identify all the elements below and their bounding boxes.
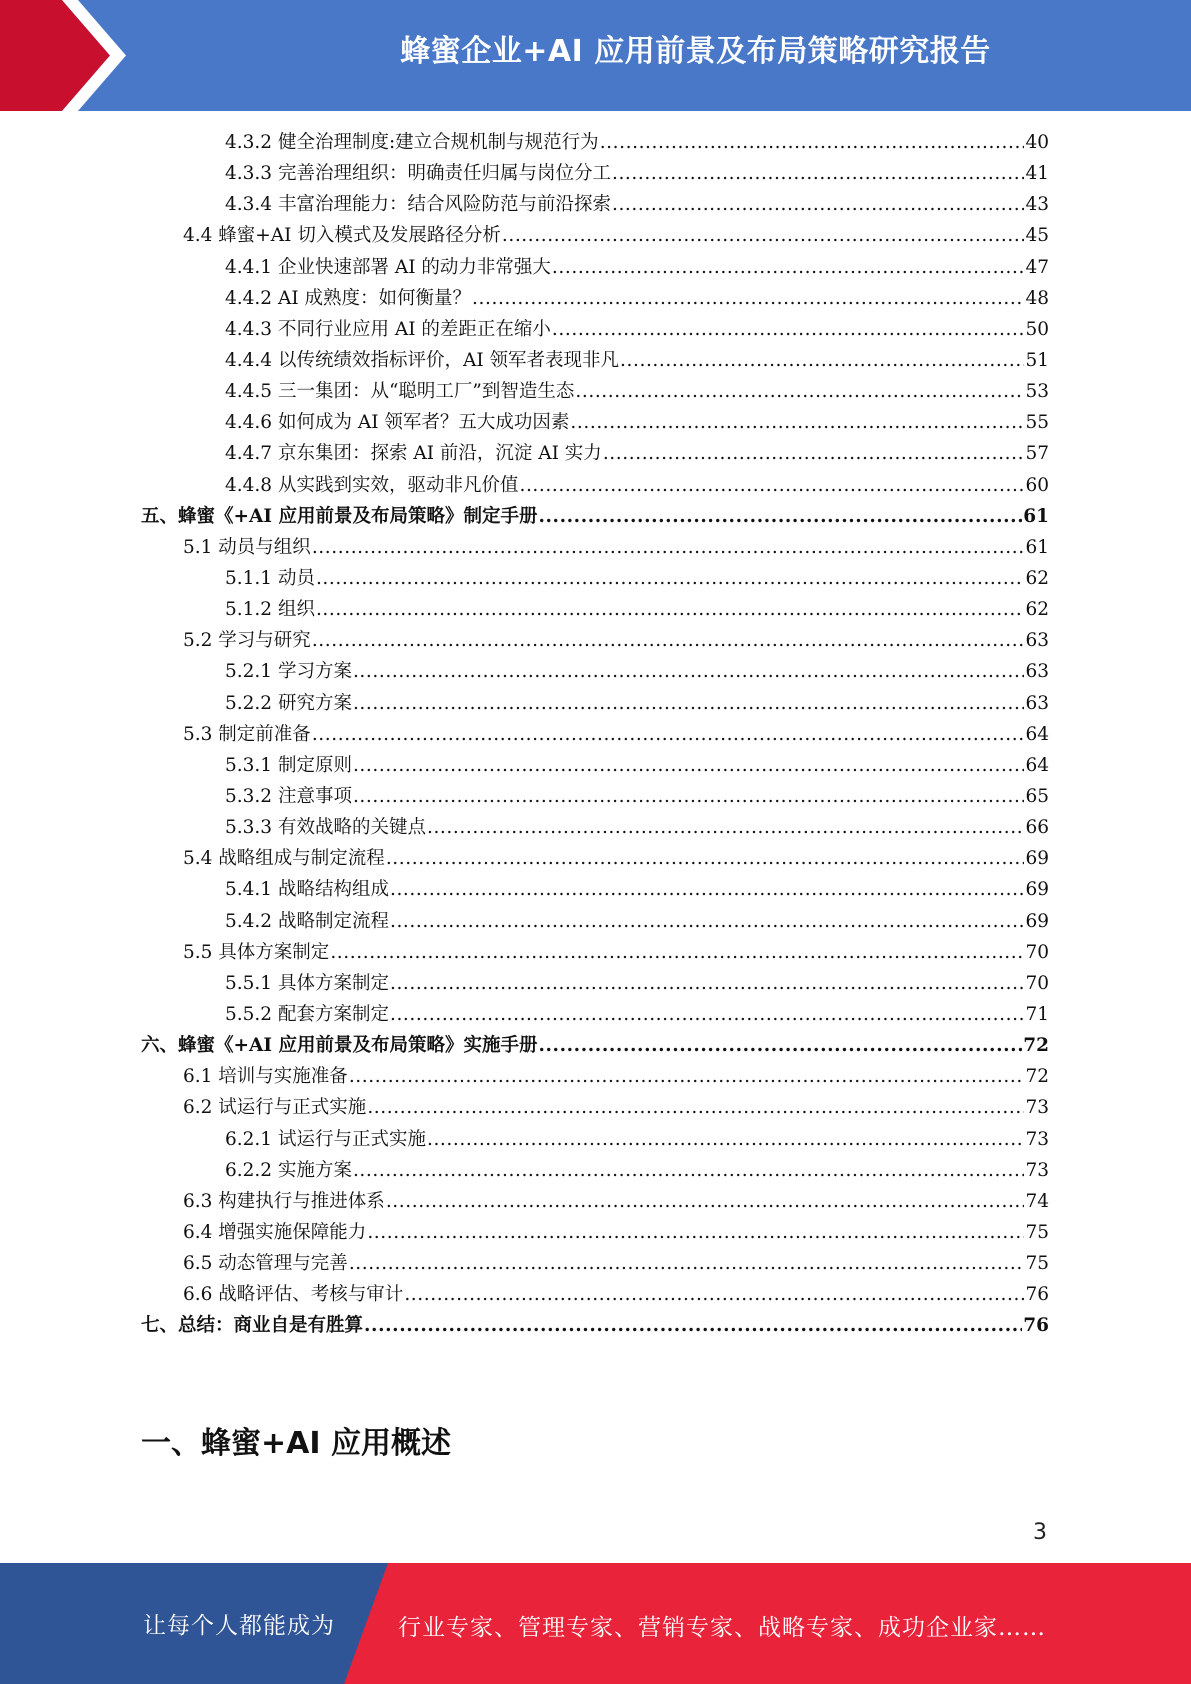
toc-entry[interactable] [141,1125,1049,1156]
toc-entry-page: 63 [1025,661,1049,683]
toc-entry[interactable] [141,284,1049,315]
toc-leader-dots [349,1066,1025,1087]
toc-leader-dots [502,225,1025,246]
toc-entry[interactable] [141,595,1049,626]
toc-entry-title: 5.3.3 有效战略的关键点 [225,817,426,839]
toc-entry-title: 4.4.6 如何成为 AI 领军者？五大成功因素 [225,412,570,434]
toc-leader-dots [353,1160,1025,1181]
toc-entry[interactable] [141,1280,1049,1311]
footer-slogan-right: 行业专家、管理专家、营销专家、战略专家、成功企业家…… [398,1615,1046,1641]
toc-entry-page: 70 [1025,941,1049,963]
toc-entry-title: 6.4 增强实施保障能力 [183,1221,367,1243]
toc-entry-title: 6.1 培训与实施准备 [183,1066,348,1088]
toc-leader-dots [353,693,1025,714]
toc-entry-page: 61 [1023,505,1049,527]
toc-entry[interactable] [141,844,1049,875]
toc-entry[interactable] [141,1311,1049,1342]
toc-entry-title: 6.2.1 试运行与正式实施 [225,1128,426,1150]
section-heading: 一、蜂蜜+AI 应用概述 [141,1426,451,1461]
toc-entry-title: 4.3.3 完善治理组织：明确责任归属与岗位分工 [225,163,611,185]
toc-leader-dots [620,350,1024,371]
page-header [0,0,1191,111]
toc-entry[interactable] [141,1062,1049,1093]
toc-entry-page: 70 [1025,972,1049,994]
toc-entry[interactable] [141,1218,1049,1249]
toc-entry[interactable] [141,471,1049,502]
toc-entry-title: 4.4 蜂蜜+AI 切入模式及发展路径分析 [183,225,501,247]
toc-leader-dots [367,1222,1024,1243]
page-footer [0,1563,1191,1684]
toc-entry-title: 4.4.5 三一集团：从“聪明工厂”到智造生态 [225,381,575,403]
toc-leader-dots [612,163,1024,184]
toc-entry-page: 48 [1025,287,1049,309]
toc-entry-title: 5.5.1 具体方案制定 [225,972,389,994]
toc-entry[interactable] [141,253,1049,284]
toc-entry-page: 73 [1025,1159,1049,1181]
toc-entry-page: 69 [1025,848,1049,870]
toc-entry-title: 5.1 动员与组织 [183,536,311,558]
toc-leader-dots [367,1097,1024,1118]
toc-leader-dots [364,1315,1022,1336]
toc-leader-dots [600,132,1025,153]
report-title: 蜂蜜企业+AI 应用前景及布局策略研究报告 [400,34,991,69]
toc-entry-page: 71 [1025,1003,1049,1025]
toc-leader-dots [575,381,1024,402]
toc-entry-page: 57 [1025,443,1049,465]
toc-entry-title: 5.3 制定前准备 [183,723,311,745]
toc-entry-page: 62 [1025,567,1049,589]
toc-leader-dots [316,568,1025,589]
toc-entry-title: 七、总结：商业自是有胜算 [141,1315,364,1337]
toc-entry-page: 76 [1025,1284,1049,1306]
toc-leader-dots [427,1129,1024,1150]
toc-entry[interactable] [141,533,1049,564]
toc-entry[interactable] [141,626,1049,657]
toc-leader-dots [538,506,1022,527]
toc-entry-title: 5.1.2 组织 [225,599,315,621]
toc-entry-page: 61 [1025,536,1049,558]
table-of-contents [141,128,1049,1342]
toc-leader-dots [390,1004,1024,1025]
toc-leader-dots [519,475,1024,496]
toc-entry-title: 4.4.3 不同行业应用 AI 的差距正在缩小 [225,318,551,340]
toc-entry[interactable] [141,564,1049,595]
toc-entry[interactable] [141,1000,1049,1031]
toc-entry[interactable] [141,377,1049,408]
toc-entry-title: 4.3.4 丰富治理能力：结合风险防范与前沿探索 [225,194,611,216]
toc-entry-page: 73 [1025,1097,1049,1119]
toc-entry[interactable] [141,346,1049,377]
footer-slogan-left: 让每个人都能成为 [143,1613,335,1639]
toc-entry[interactable] [141,1031,1049,1062]
toc-leader-dots [353,786,1025,807]
toc-entry[interactable] [141,875,1049,906]
toc-entry[interactable] [141,1093,1049,1124]
toc-leader-dots [353,755,1025,776]
toc-entry-page: 60 [1025,474,1049,496]
toc-entry-title: 4.4.4 以传统绩效指标评价，AI 领军者表现非凡 [225,349,620,371]
toc-entry-title: 5.5 具体方案制定 [183,941,330,963]
toc-entry-page: 69 [1025,910,1049,932]
toc-entry-title: 4.4.2 AI 成熟度：如何衡量？ [225,287,472,309]
toc-entry-page: 47 [1025,256,1049,278]
toc-entry-page: 75 [1025,1253,1049,1275]
toc-entry-page: 41 [1025,163,1049,185]
toc-entry-title: 5.1.1 动员 [225,567,315,589]
toc-entry[interactable] [141,502,1049,533]
toc-leader-dots [603,443,1025,464]
toc-entry-page: 66 [1025,817,1049,839]
toc-entry-title: 5.3.1 制定原则 [225,754,352,776]
toc-entry[interactable] [141,657,1049,688]
toc-entry-title: 6.5 动态管理与完善 [183,1253,348,1275]
toc-entry-page: 63 [1025,692,1049,714]
toc-entry-page: 62 [1025,599,1049,621]
toc-leader-dots [312,630,1025,651]
toc-entry[interactable] [141,221,1049,252]
toc-entry[interactable] [141,720,1049,751]
toc-leader-dots [570,412,1024,433]
toc-entry[interactable] [141,938,1049,969]
toc-entry-page: 40 [1025,132,1049,153]
toc-leader-dots [404,1284,1024,1305]
toc-leader-dots [353,661,1025,682]
toc-entry[interactable] [141,315,1049,346]
toc-entry-title: 4.4.8 从实践到实效，驱动非凡价值 [225,474,519,496]
toc-leader-dots [538,1035,1022,1056]
toc-leader-dots [472,288,1024,309]
toc-entry-title: 五、蜂蜜《+AI 应用前景及布局策略》制定手册 [141,505,538,527]
toc-entry-title: 5.2.2 研究方案 [225,692,352,714]
toc-entry-page: 64 [1025,754,1049,776]
toc-entry-page: 65 [1025,785,1049,807]
toc-entry[interactable] [141,1156,1049,1187]
toc-entry[interactable] [141,408,1049,439]
toc-entry[interactable] [141,907,1049,938]
toc-entry-page: 43 [1025,194,1049,216]
toc-entry[interactable] [141,439,1049,470]
toc-entry-page: 76 [1023,1315,1049,1337]
toc-leader-dots [552,257,1025,278]
toc-entry-page: 72 [1025,1066,1049,1088]
toc-leader-dots [386,848,1025,869]
toc-leader-dots [552,319,1025,340]
toc-entry-title: 6.3 构建执行与推进体系 [183,1190,385,1212]
toc-entry-page: 53 [1025,381,1049,403]
toc-leader-dots [390,973,1024,994]
toc-entry-title: 六、蜂蜜《+AI 应用前景及布局策略》实施手册 [141,1035,538,1057]
toc-entry-title: 5.2 学习与研究 [183,630,311,652]
toc-entry[interactable] [141,128,1049,159]
toc-entry[interactable] [141,1187,1049,1218]
toc-entry-page: 63 [1025,630,1049,652]
toc-entry-title: 5.3.2 注意事项 [225,785,352,807]
toc-entry-title: 5.4 战略组成与制定流程 [183,848,385,870]
toc-entry-page: 73 [1025,1128,1049,1150]
toc-leader-dots [312,537,1025,558]
toc-entry-title: 4.4.1 企业快速部署 AI 的动力非常强大 [225,256,551,278]
toc-entry-page: 74 [1025,1190,1049,1212]
toc-entry-page: 69 [1025,879,1049,901]
toc-leader-dots [390,911,1024,932]
toc-leader-dots [427,817,1024,838]
toc-entry-title: 5.4.2 战略制定流程 [225,910,389,932]
toc-entry-title: 6.6 战略评估、考核与审计 [183,1284,404,1306]
toc-entry-page: 72 [1023,1035,1049,1057]
toc-entry-title: 5.4.1 战略结构组成 [225,879,389,901]
toc-entry[interactable] [141,190,1049,221]
toc-entry[interactable] [141,782,1049,813]
toc-leader-dots [612,194,1024,215]
toc-entry-title: 6.2.2 实施方案 [225,1159,352,1181]
toc-entry-title: 6.2 试运行与正式实施 [183,1097,367,1119]
toc-entry[interactable] [141,159,1049,190]
toc-entry-title: 5.5.2 配套方案制定 [225,1003,389,1025]
toc-entry-title: 4.3.2 健全治理制度:建立合规机制与规范行为 [225,132,599,153]
toc-entry-page: 64 [1025,723,1049,745]
toc-entry-page: 51 [1025,349,1049,371]
toc-entry[interactable] [141,969,1049,1000]
toc-leader-dots [316,599,1025,620]
page-number: 3 [1033,1520,1047,1545]
toc-leader-dots [390,879,1024,900]
toc-leader-dots [330,942,1024,963]
toc-entry-page: 50 [1025,318,1049,340]
toc-entry-page: 45 [1025,225,1049,247]
header-chevron-graphic [0,0,160,111]
toc-entry[interactable] [141,813,1049,844]
toc-entry-page: 75 [1025,1221,1049,1243]
toc-entry[interactable] [141,689,1049,720]
toc-entry-page: 55 [1025,412,1049,434]
toc-leader-dots [386,1191,1025,1212]
toc-entry[interactable] [141,1249,1049,1280]
toc-entry[interactable] [141,751,1049,782]
toc-leader-dots [312,724,1025,745]
toc-leader-dots [349,1253,1025,1274]
toc-entry-title: 4.4.7 京东集团：探索 AI 前沿，沉淀 AI 实力 [225,443,602,465]
toc-entry-title: 5.2.1 学习方案 [225,661,352,683]
